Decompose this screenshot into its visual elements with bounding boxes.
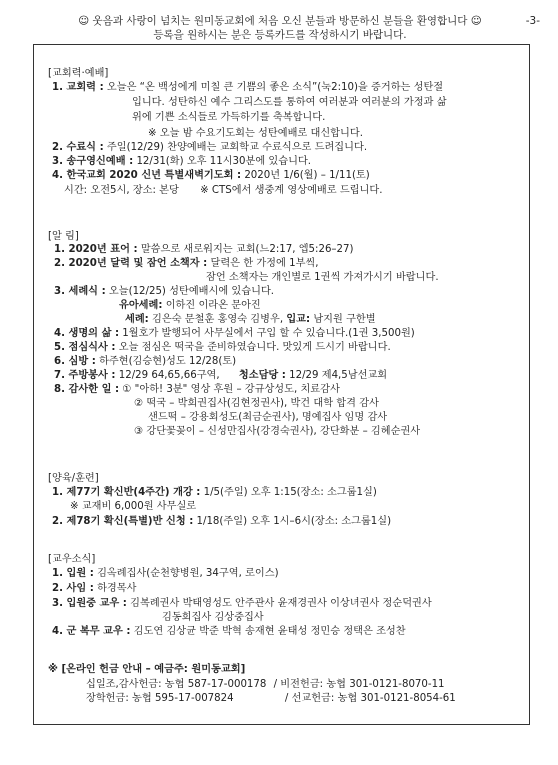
notice-item-2: 2. 2020년 달력 및 잠언 소책자 : 달력은 한 가정에 1부씩, <box>54 258 319 269</box>
notice-item-8-line4: ③ 강단꽃꽂이 – 신성만집사(강경숙권사), 강단화분 – 김혜순권사 <box>134 426 421 437</box>
training-item-2: 2. 제78기 확신(특별)반 신청 : 1/18(주일) 오후 1시–6시(장소: 소그룹1실) <box>52 516 392 527</box>
section-heading-notices: [알 림] <box>48 231 79 242</box>
training-item-1: 1. 제77기 확신반(4주간) 개강 : 1/5(주일) 오후 1:15(장소: 소그룹1실) <box>52 487 377 498</box>
worship-item-2: 2. 수료식 : 주일(12/29) 찬양예배는 교회학교 수료식으로 드려집니다. <box>52 142 368 153</box>
registration-line: 등록을 원하시는 분은 등록카드를 작성하시기 바랍니다. <box>153 29 407 41</box>
notice-item-3-infant: 유아세례: 이하진 이라온 문아진 <box>119 300 261 311</box>
notice-item-4: 4. 생명의 삶 : 1월호가 발행되어 사무실에서 구입 할 수 있습니다.(1권 3,500원) <box>54 328 415 339</box>
notice-item-8: 8. 감사한 일 : ① "아하! 3분" 영상 후원 – 강규상성도, 치료감사 <box>54 384 340 395</box>
notice-item-7: 7. 주방봉사 : 12/29 64,65,66구역, 청소담당 : 12/29 제4,5남선교회 <box>54 370 388 381</box>
offering-heading: ※ [온라인 헌금 안내 – 예금주: 원미동교회] <box>48 664 246 675</box>
training-item-1-note: ※ 교재비 6,000원 사무실로 <box>70 501 197 512</box>
worship-item-4-sub: 시간: 오전5시, 장소: 본당 ※ CTS에서 생중계 영상예배로 드립니다. <box>64 185 383 196</box>
section-heading-worship: [교회력·예배] <box>48 68 109 79</box>
worship-item-1: 1. 교회력 : 오늘은 “온 백성에게 미칠 큰 기쁨의 좋은 소식”(눅2:10)을 증거하는 성탄절 <box>52 82 444 93</box>
notice-item-1: 1. 2020년 표어 : 말씀으로 새로워지는 교회(느2:17, 엡5:26–27) <box>54 244 354 255</box>
section-heading-training: [양육/훈련] <box>48 473 99 484</box>
notice-item-6: 6. 심방 : 하주현(김승현)성도 12/28(토) <box>54 356 237 367</box>
members-item-3: 3. 입원중 교우 : 김복례권사 박태영성도 안주관사 윤재경권사 이상녀권사 정순덕권사 <box>52 598 432 609</box>
notice-item-8-line2: ② 떡국 – 박희권집사(김현정권사), 박건 대학 합격 감사 <box>134 398 379 409</box>
announcement-box <box>33 44 530 725</box>
members-item-3-line2: 김동희집사 김상중집사 <box>162 612 264 623</box>
offering-row-1: 십일조,감사헌금: 농협 587-17-000178 / 비전헌금: 농협 301-0121-8070-11 <box>86 679 445 690</box>
page-number: -3- <box>525 15 540 27</box>
worship-item-3: 3. 송구영신예배 : 12/31(화) 오후 11시30분에 있습니다. <box>52 156 312 167</box>
worship-item-1-line2: 입니다. 성탄하신 예수 그리스도를 통하여 여러분과 여러분의 가정과 삶 <box>132 97 447 108</box>
page-header <box>20 14 540 42</box>
worship-item-1-line3: 위에 기쁜 소식들로 가득하기를 축복합니다. <box>132 112 326 123</box>
worship-item-1-note: ※ 오늘 밤 수요기도회는 성탄예배로 대신합니다. <box>148 128 363 139</box>
notice-item-2-line2: 잠언 소책자는 개인별로 1권씩 가져가시기 바랍니다. <box>206 272 439 283</box>
notice-item-3: 3. 세례식 : 오늘(12/25) 성탄예배시에 있습니다. <box>54 286 275 297</box>
members-item-4: 4. 군 복무 교우 : 김도연 김상균 박준 박혁 송재현 윤태성 정민승 정택은 조성찬 <box>52 626 406 637</box>
notice-item-3-baptism: 세례: 김은숙 문철훈 홍영숙 김병우, 입교: 남지원 구한별 <box>125 314 376 325</box>
section-heading-members: [교우소식] <box>48 554 96 565</box>
worship-item-4: 4. 한국교회 2020 신년 특별새벽기도회 : 2020년 1/6(월) – 1/11(토) <box>52 170 370 181</box>
members-item-2: 2. 사임 : 하경목사 <box>52 583 137 594</box>
members-item-1: 1. 입원 : 김옥례집사(순천향병원, 34구역, 로이스) <box>52 568 279 579</box>
offering-row-2: 장학헌금: 농협 595-17-007824 / 선교헌금: 농협 301-0121-8054-61 <box>86 693 456 704</box>
notice-item-8-line3: 샌드떡 – 강용회성도(최금순권사), 명예집사 임명 감사 <box>148 412 388 423</box>
notice-item-5: 5. 점심식사 : 오늘 점심은 떡국을 준비하였습니다. 맛있게 드시기 바랍니다. <box>54 342 391 353</box>
welcome-line: ☺ 웃음과 사랑이 넘치는 원미동교회에 처음 오신 분들과 방문하신 분들을 환영합니다 ☺ <box>78 15 482 27</box>
